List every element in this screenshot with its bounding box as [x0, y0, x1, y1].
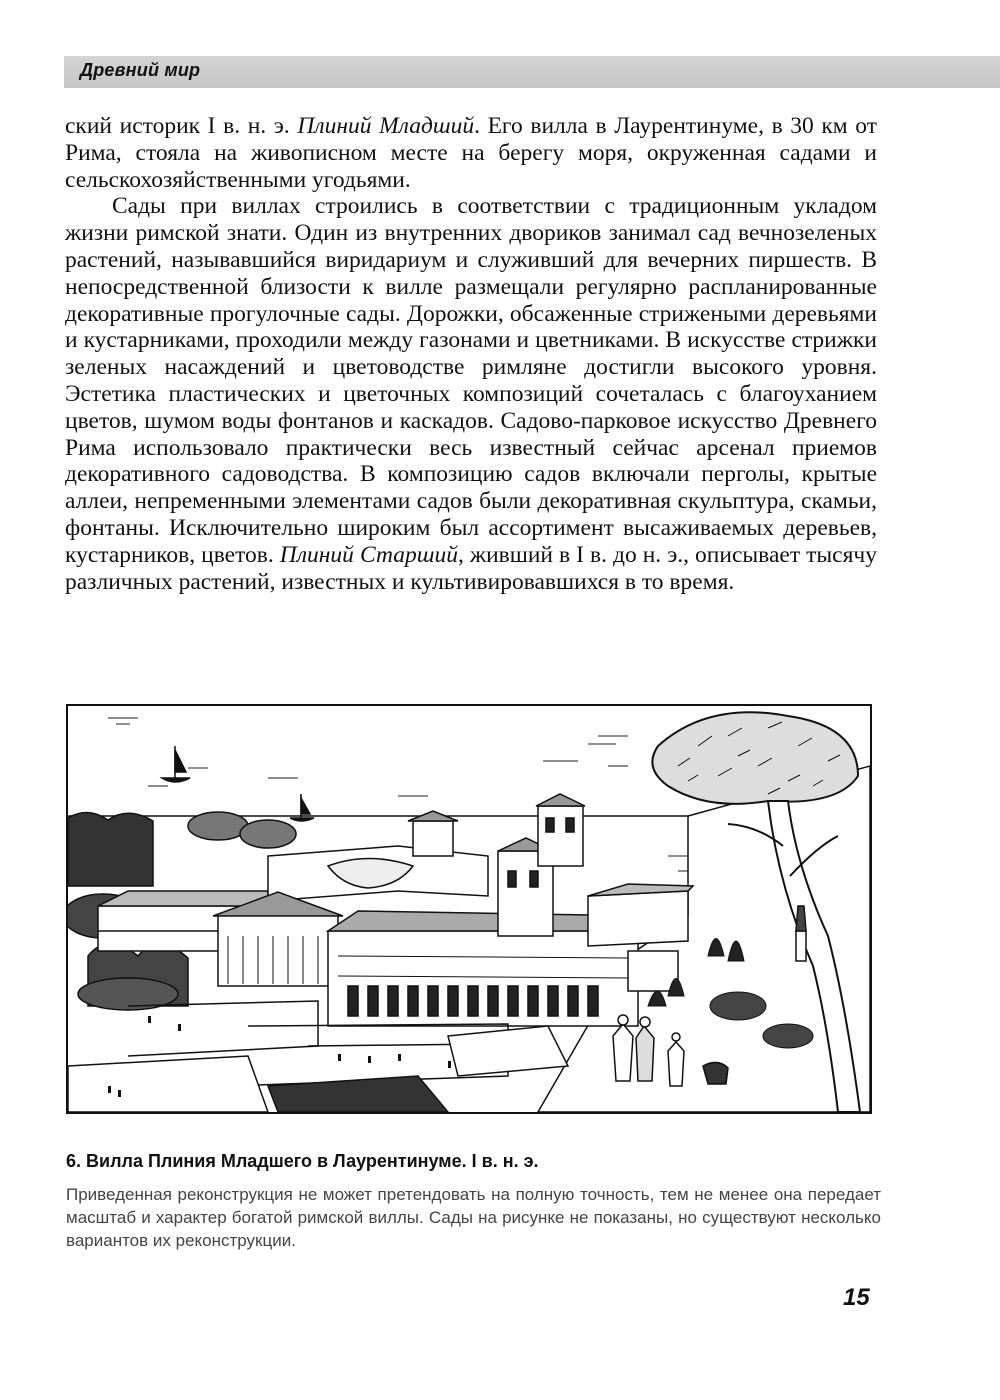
villa-drawing	[68, 706, 870, 1112]
villa-illustration	[66, 704, 872, 1114]
header-band	[64, 56, 1000, 88]
sailboat-center	[290, 794, 314, 821]
pliny-younger-name: Плиний Младший	[297, 113, 475, 139]
pliny-elder-name: Плиний Старший	[279, 541, 458, 568]
body-text	[65, 113, 877, 595]
sailboat-left	[162, 746, 190, 782]
section-title: Древний мир	[80, 60, 201, 80]
figure-caption-title: 6. Вилла Плиния Младшего в Лаурентинуме. I в. н. э.	[66, 1151, 539, 1171]
figure-caption-text: Приведенная реконструкция не может претендовать на полную точность, тем не менее она передает масштаб и характер богатой римской виллы. Сады на рисунке не показаны, но существуют несколько вариантов их реконструкции.	[66, 1185, 881, 1250]
statue-column	[796, 906, 806, 961]
paragraph-2	[65, 193, 877, 595]
paragraph-2-end: , живший в I в. до н. э., описывает тысячу различных растений, известных и культивировавшихся в то время.	[65, 541, 877, 595]
pine-canopy	[652, 712, 858, 804]
paragraph-2-start: Сады при виллах строились в соответствии с традиционным укладом жизни римской знати. Один из внутренних двориков занимал сад вечнозеленых растений, называвшийся виридариум и служивший для вечерних пиршеств. В непосредственной близости к вилле размещали регулярно распланированные декоративные прогулочные сады. Дорожки, обсаженные стрижеными деревьями и кустарниками, проходили между газонами и цветниками. В искусстве стрижки зеленых насаждений и цветоводстве римляне достигли высокого уровня. Эстетика пластических и цветочных композиций сочеталась с благоуханием цветов, шумом воды фонтанов и каскадов. Садово-парковое искусство Древнего Рима использовало практически весь известный сейчас арсенал приемов декоративного садоводства. В композицию садов включали перголы, крытые аллеи, непременными элементами садов были декоративная скульптура, скамьи, фонтаны. Исключительно широким был ассортимент высаживаемых деревьев, кустарников, цветов.	[65, 193, 877, 568]
paragraph-1	[65, 113, 877, 193]
page-number: 15	[843, 1284, 870, 1311]
paragraph-1-end: . Его вилла в Лаурентинуме, в 30 км от Рима, стояла на живописном месте на берегу моря, окруженная садами и сельскохозяйственными угодьями.	[65, 113, 877, 193]
paragraph-1-start: ский историк I в. н. э.	[65, 113, 298, 139]
